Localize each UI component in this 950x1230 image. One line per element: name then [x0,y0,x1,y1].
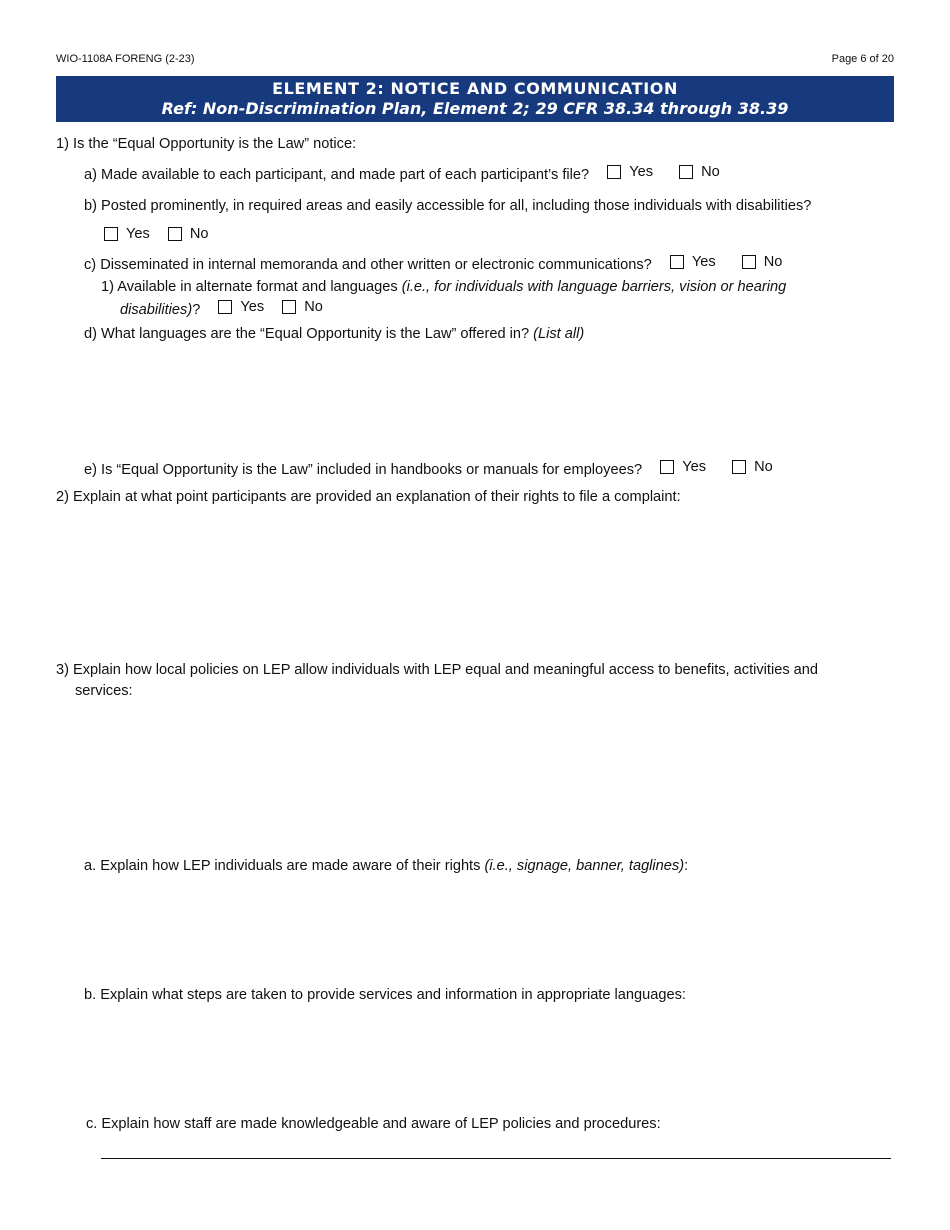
q3a-text: a. Explain how LEP individuals are made aware of their rights [84,858,481,874]
q1e-no-checkbox[interactable] [732,460,746,474]
q1c-yes-option[interactable] [670,252,716,272]
q1b-no-checkbox[interactable] [168,227,182,241]
q3-line2: services: [75,683,133,699]
q1c-yes-checkbox[interactable] [670,255,684,269]
q1a-no-option[interactable] [679,162,720,182]
q1a-text: a) Made available to each participant, and made part of each participant’s file? [84,167,590,183]
q1b-no-label: No [189,226,209,242]
q1c1-hint: (i.e., for individuals with language barriers, vision or hearing [401,279,787,295]
q1b-no-option[interactable] [168,224,209,244]
q3a-colon: : [684,858,689,874]
q3-line1: 3) Explain how local policies on LEP allow individuals with LEP equal and meaningful access to benefits, activities and [56,662,819,678]
q1c-no-label: No [763,254,783,270]
q1c1-no-option[interactable] [282,297,323,317]
q1c1-no-label: No [304,299,323,315]
q1a-yes-option[interactable] [607,162,653,182]
q1e-no-label: No [754,459,773,475]
q1b-options [104,224,209,247]
q1e-yes-label: Yes [682,459,706,475]
answer-line [101,1158,891,1159]
q1c1-text: 1) Available in alternate format and languages [101,279,398,295]
page-number: Page 6 of 20 [831,53,894,65]
q1d-hint: (List all) [533,326,585,342]
section-reference: Ref: Non-Discrimination Plan, Element 2; 29 CFR 38.34 through 38.39 [161,99,789,118]
q1a-no-label: No [701,164,720,180]
q1c1-hint-cont: disabilities) [120,302,193,318]
q1b-yes-option[interactable] [104,224,150,244]
q1c-no-option[interactable] [742,252,783,272]
q3c-text: c. Explain how staff are made knowledgeable and aware of LEP policies and procedures: [86,1116,661,1132]
q1c1-line1 [101,277,786,297]
q2-text: 2) Explain at what point participants are provided an explanation of their rights to file a complaint: [56,489,681,505]
q1e-yes-checkbox[interactable] [660,460,674,474]
q3b-text: b. Explain what steps are taken to provide services and information in appropriate languages: [84,987,686,1003]
q1a-row [84,162,720,185]
q1c1-yes-checkbox[interactable] [218,300,232,314]
q1c1-yes-option[interactable] [218,297,264,317]
q1b-text: b) Posted prominently, in required areas and easily accessible for all, including those individuals with disabilities? [84,198,812,214]
q1e-text: e) Is “Equal Opportunity is the Law” included in handbooks or manuals for employees? [84,462,643,478]
q1e-no-option[interactable] [732,457,773,477]
q1e-yes-option[interactable] [660,457,706,477]
q1c-yes-label: Yes [691,254,716,270]
section-banner [56,76,894,122]
q1-text: 1) Is the “Equal Opportunity is the Law” notice: [56,136,357,152]
q1a-yes-checkbox[interactable] [607,165,621,179]
q1c-no-checkbox[interactable] [742,255,756,269]
q1c1-no-checkbox[interactable] [282,300,296,314]
q1d-row [84,324,584,344]
q1b-yes-label: Yes [126,226,150,242]
q1c-text: c) Disseminated in internal memoranda and other written or electronic communications? [84,257,652,273]
q1c-row [84,252,782,275]
q1c1-line2 [120,297,323,320]
q1e-row [84,457,773,480]
q1b-yes-checkbox[interactable] [104,227,118,241]
q3a-row [84,856,688,876]
section-title: ELEMENT 2: NOTICE AND COMMUNICATION [272,79,678,98]
q1a-yes-label: Yes [629,164,654,180]
q1c1-yes-label: Yes [240,299,265,315]
q1c1-qmark: ? [192,302,201,318]
q1d-text: d) What languages are the “Equal Opportunity is the Law” offered in? [84,326,530,342]
form-id: WIO-1108A FORENG (2-23) [56,53,195,65]
q1a-no-checkbox[interactable] [679,165,693,179]
q3a-hint: (i.e., signage, banner, taglines) [484,858,685,874]
